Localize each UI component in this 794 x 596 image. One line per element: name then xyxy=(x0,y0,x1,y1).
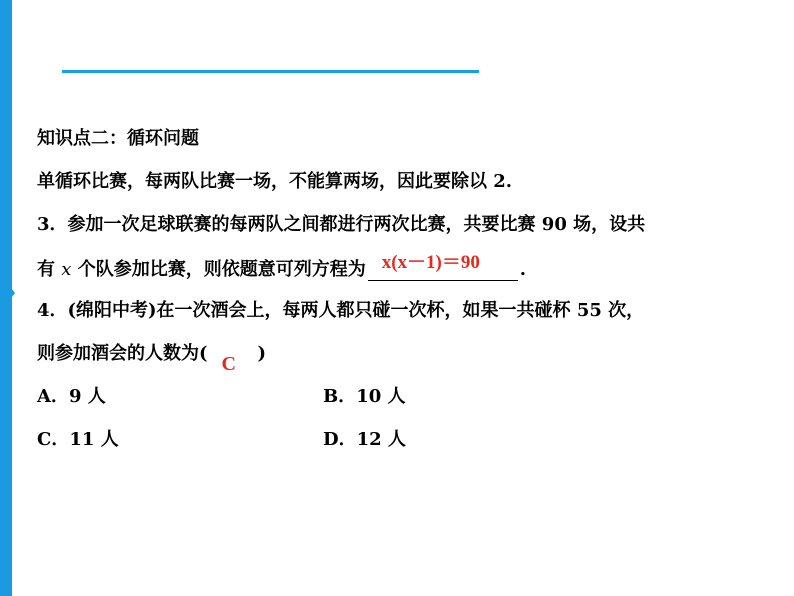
question-4-answer: C xyxy=(221,353,236,375)
question-3-answer: x(x－1)＝90 xyxy=(381,252,480,273)
title-underline xyxy=(62,70,479,73)
question-4-close-paren: ) xyxy=(257,343,267,364)
option-d: D．12 人 xyxy=(323,429,406,450)
question-3-line-1: 3．参加一次足球联赛的每两队之间都进行两次比赛，共要比赛 90 场，设共 xyxy=(37,214,646,235)
question-4-line-1: 4．(绵阳中考)在一次酒会上，每两人都只碰一次杯，如果一共碰杯 55 次， xyxy=(37,300,645,321)
left-bar-notch xyxy=(8,284,15,302)
option-b: B．10 人 xyxy=(323,386,406,407)
question-3-end-punct: . xyxy=(519,259,526,280)
question-3-answer-blank xyxy=(368,252,518,281)
option-c: C．11 人 xyxy=(37,429,119,450)
question-3-suffix: 个队参加比赛，则依题意可列方程为 xyxy=(77,259,366,280)
option-a: A．9 人 xyxy=(37,386,106,407)
question-3-prefix: 有 xyxy=(37,259,55,280)
section-note: 单循环比赛，每两队比赛一场，不能算两场，因此要除以 2. xyxy=(37,171,513,192)
question-4-stem: 则参加酒会的人数为( xyxy=(37,343,208,364)
section-heading: 知识点二：循环问题 xyxy=(37,128,199,149)
question-3-line-2 xyxy=(37,252,526,281)
question-4-line-2 xyxy=(37,343,267,375)
question-3-variable: x xyxy=(61,259,72,280)
